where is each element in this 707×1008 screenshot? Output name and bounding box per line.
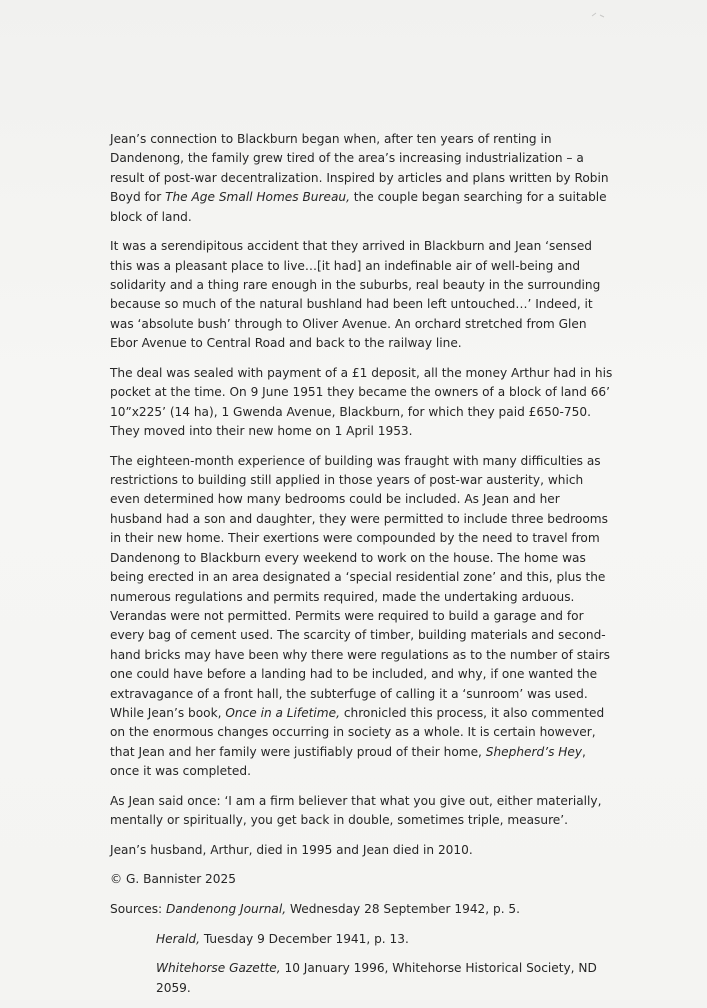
- source-2-details: Tuesday 9 December 1941, p. 13.: [199, 931, 409, 946]
- source-item-1: [110, 900, 615, 919]
- sources-list: [110, 900, 615, 998]
- paragraph-4-text-c: , once it was completed.: [110, 744, 586, 779]
- document-body: [110, 130, 615, 1008]
- paper-mark: [590, 10, 620, 20]
- copyright-line: © G. Bannister 2025: [110, 872, 236, 887]
- paragraph-4-home-name: Shepherd’s Hey: [485, 744, 583, 759]
- paragraph-4-text-b: chronicled this process, it also commented on the enormous changes occurring in society as a whole. It is certain however, that Jean and her family were justifiably proud of their home,: [110, 705, 605, 759]
- source-1-title: Dandenong Journal,: [165, 901, 287, 916]
- source-item-2: [110, 930, 615, 949]
- source-item-3: [110, 959, 615, 998]
- paragraph-2: It was a serendipitous accident that they arrived in Blackburn and Jean ‘sensed this was a pleasant place to live…[it had] an indefinable air of well-being and solidarity and a thing rare enough in the suburbs, real beauty in the surrounding because so much of the natural bushland had been left untouched…’ Indeed, it was ‘absolute bush’ through to Oliver Avenue. An orchard stretched from Glen Ebor Avenue to Central Road and back to the railway line.: [110, 239, 601, 351]
- source-2-title: Herald,: [156, 931, 200, 946]
- sources-label: Sources:: [110, 901, 166, 916]
- source-1-details: Wednesday 28 September 1942, p. 5.: [286, 901, 520, 916]
- paragraph-1-text-b: the couple began searching for a suitable block of land.: [110, 190, 607, 224]
- paragraph-3: The deal was sealed with payment of a £1 deposit, all the money Arthur had in his pocket at the time. On 9 June 1951 they became the owners of a block of land 66’ 10”x225’ (14 ha), 1 Gwenda Avenue, Blackburn, for which they paid £650-750. They moved into their new home on 1 April 1953.: [110, 365, 613, 439]
- paragraph-4: [110, 452, 615, 782]
- paragraph-1-text-a: Jean’s connection to Blackburn began when, after ten years of renting in Dandenong, the family grew tired of the area’s increasing industrialization – a result of post-war decentralization. Inspired by articles and plans written by Robin Boyd for: [110, 132, 609, 205]
- paragraph-6: Jean’s husband, Arthur, died in 1995 and Jean died in 2010.: [110, 842, 473, 857]
- paragraph-1-publication-title: The Age Small Homes Bureau,: [165, 190, 350, 205]
- paragraph-5: As Jean said once: ‘I am a firm believer that what you give out, either materially, mentally or spiritually, you get back in double, sometimes triple, measure’.: [110, 793, 602, 828]
- paragraph-4-text-a: The eighteen-month experience of building was fraught with many difficulties as restrictions to building still applied in those years of post-war austerity, which even determined how many bedrooms could be included. As Jean and her husband had a son and daughter, they were permitted to include three bedrooms in their new home. Their exertions were compounded by the need to travel from Dandenong to Blackburn every weekend to work on the house. The home was being erected in an area designated a ‘special residential zone’ and this, plus the numerous regulations and permits required, made the undertaking arduous. Verandas were not permitted. Permits were required to build a garage and for every bag of cement used. The scarcity of timber, building materials and second-hand bricks may have been why there were regulations as to the number of stairs one could have before a landing had to be included, and why, if one wanted the extravagance of a front hall, the subterfuge of calling it a ‘sunroom’ was used. While Jean’s book,: [110, 453, 610, 720]
- paragraph-1: [110, 130, 615, 227]
- source-3-title: Whitehorse Gazette,: [156, 961, 281, 976]
- source-3-details: 10 January 1996, Whitehorse Historical Society, ND 2059.: [156, 961, 597, 995]
- paragraph-4-book-title: Once in a Lifetime,: [225, 705, 340, 720]
